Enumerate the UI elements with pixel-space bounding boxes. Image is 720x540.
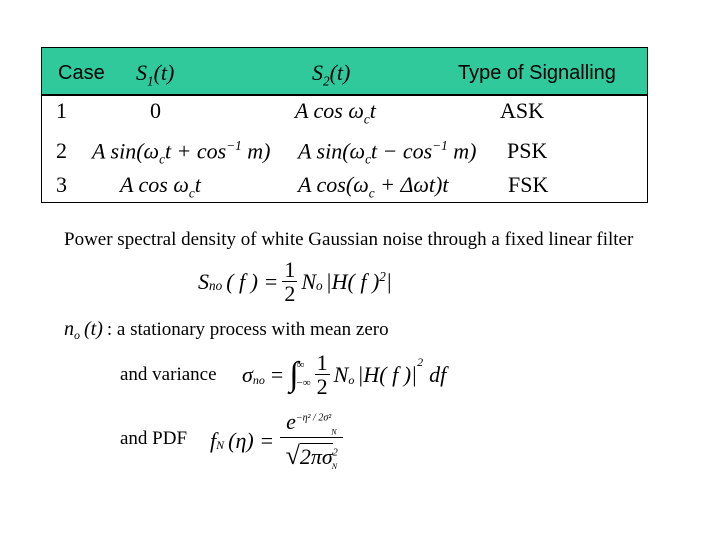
header-case: Case [58,62,105,84]
row3-case: 3 [56,172,67,197]
intro-text: Power spectral density of white Gaussian noise through a fixed linear filter [64,229,634,250]
variance-label: and variance [120,364,217,385]
psd-formula: S no ( f ) = $\frac{1}{2}$ N o |H( f ) $^2$ | [198,257,392,307]
variance-formula: σ $_{no}$ = ∫ ∞ −∞ $\frac{1}{2}$ N $_o$ |H( f )| $^2$ df [242,349,447,399]
sqrt-sign: √ [285,440,300,470]
row1-type: ASK [500,98,545,123]
row1-s2: A $\cos \omega_ct$ [295,98,376,127]
row3-s1: A $\cos \omega_ct$ [120,172,201,201]
row3-s2: A $\cos(\omega_c + \Delta\omega t)t$ [298,172,449,201]
header-s2: $S_2(t)$ [312,60,351,89]
row2-type: PSK [507,138,548,163]
row2-case: 2 [56,138,67,163]
row1-s1: 0 [150,98,161,123]
header-type: Type of Signalling [458,62,616,84]
integral-sign: ∫ [289,356,299,393]
row2-s1: A $\sin(\omega_ct + \cos^{-1} m)$ [92,138,271,167]
header-s1: $S_1(t)$ [136,60,175,89]
row1-case: 1 [56,98,67,123]
pdf-formula: f $_N$ (η) = $\frac{e^{-\eta^2 / 2\sigma^2}_N}{√2\pi\sigma^2_N}$ [210,410,343,472]
row3-type: FSK [508,172,549,197]
row2-s2: A $\sin(\omega_ct - \cos^{-1} m)$ [298,138,477,167]
process-line: $n_o$ (t) : a stationary process with mean zero [64,318,389,343]
pdf-label: and PDF [120,428,188,449]
